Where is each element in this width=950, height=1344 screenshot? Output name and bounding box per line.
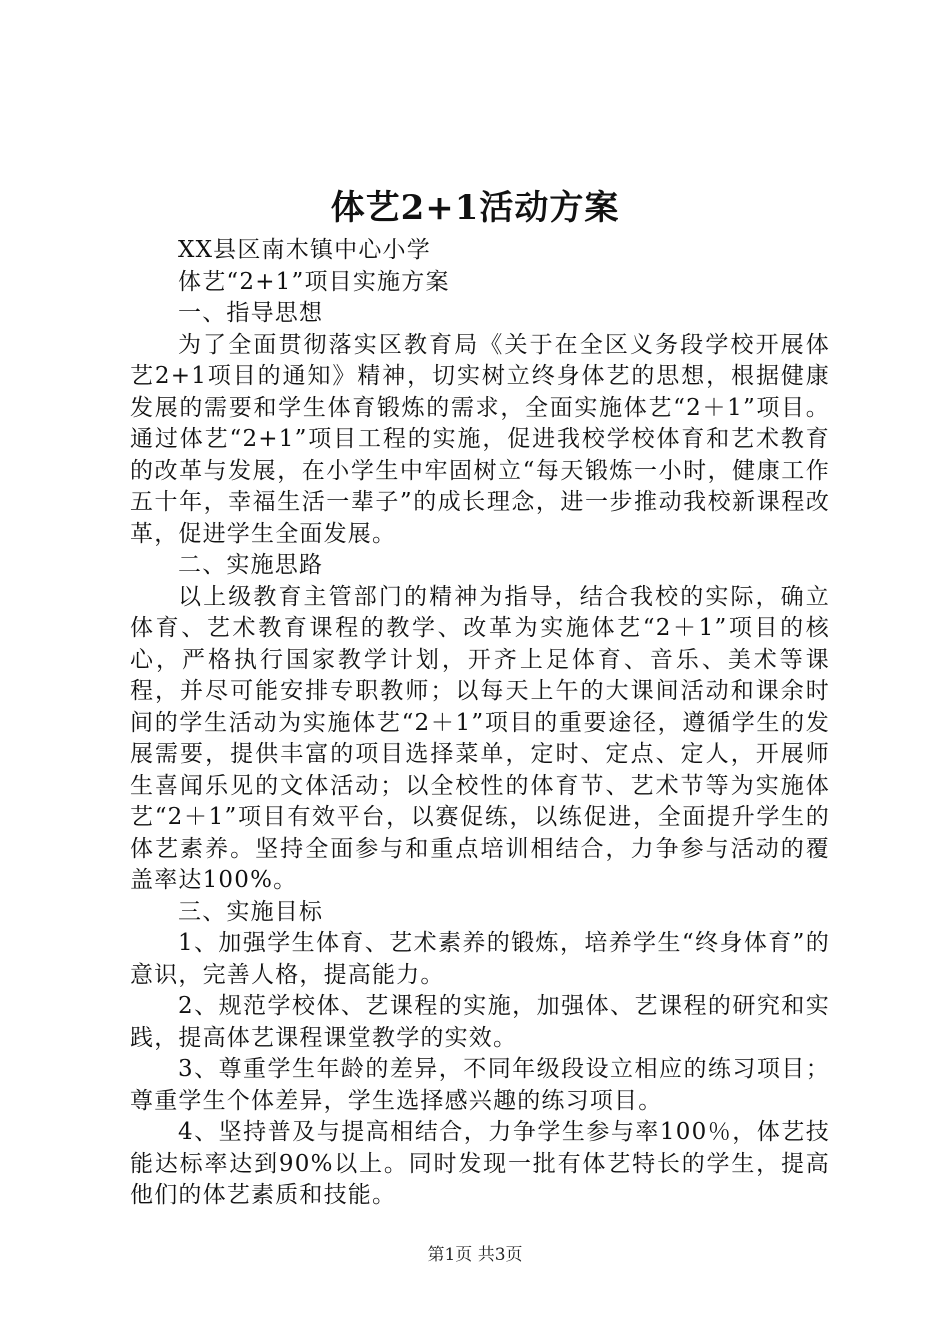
goal-item-3: 3、尊重学生年龄的差异，不同年级段设立相应的练习项目；尊重学生个体差异，学生选择感兴趣的练习项目。 [130, 1056, 830, 1114]
section-heading-implementation-goals: 三、实施目标 [178, 898, 324, 925]
paragraph-implementation-approach: 以上级教育主管部门的精神为指导，结合我校的实际，确立体育、艺术教育课程的教学、改革为实施体艺“2＋1”项目的核心，严格执行国家教学计划，开齐上足体育、音乐、美术等课程，并尽可能安排专职教师；以每天上午的大课间活动和课余时间的学生活动为实施体艺“2＋1”项目的重要途径，遵循学生的发展需要，提供丰富的项目选择菜单，定时、定点、定人，开展师生喜闻乐见的文体活动；以全校性的体育节、艺术节等为实施体艺“2＋1”项目有效平台，以赛促练，以练促进，全面提升学生的体艺素养。坚持全面参与和重点培训相结合，力争参与活动的覆盖率达100%。 [130, 583, 830, 893]
goal-item-1: 1、加强学生体育、艺术素养的锻炼，培养学生“终身体育”的意识，完善人格，提高能力。 [130, 930, 830, 988]
document-title: 体艺2+1活动方案 [330, 188, 620, 228]
goal-item-4: 4、坚持普及与提高相结合，力争学生参与率100％，体艺技能达标率达到90%以上。同时发现一批有体艺特长的学生，提高他们的体艺素质和技能。 [130, 1119, 830, 1208]
goal-item-2: 2、规范学校体、艺课程的实施，加强体、艺课程的研究和实践，提高体艺课程课堂教学的实效。 [130, 993, 830, 1051]
school-name: XX县区南木镇中心小学 [178, 237, 431, 263]
section-heading-guiding-thought: 一、指导思想 [178, 300, 324, 326]
section-heading-implementation-approach: 二、实施思路 [178, 552, 324, 578]
plan-subtitle: 体艺“2+1”项目实施方案 [178, 268, 450, 295]
page-number-footer: 第1页 共3页 [427, 1245, 523, 1265]
paragraph-guiding-thought: 为了全面贯彻落实区教育局《关于在全区义务段学校开展体艺2+1项目的通知》精神，切实树立终身体艺的思想，根据健康发展的需要和学生体育锻炼的需求，全面实施体艺“2＋1”项目。通过体艺“2+1”项目工程的实施，促进我校学校体育和艺术教育的改革与发展，在小学生中牢固树立“每天锻炼一小时，健康工作五十年，幸福生活一辈子”的成长理念，进一步推动我校新课程改革，促进学生全面发展。 [130, 331, 830, 547]
document-body [130, 235, 830, 1212]
